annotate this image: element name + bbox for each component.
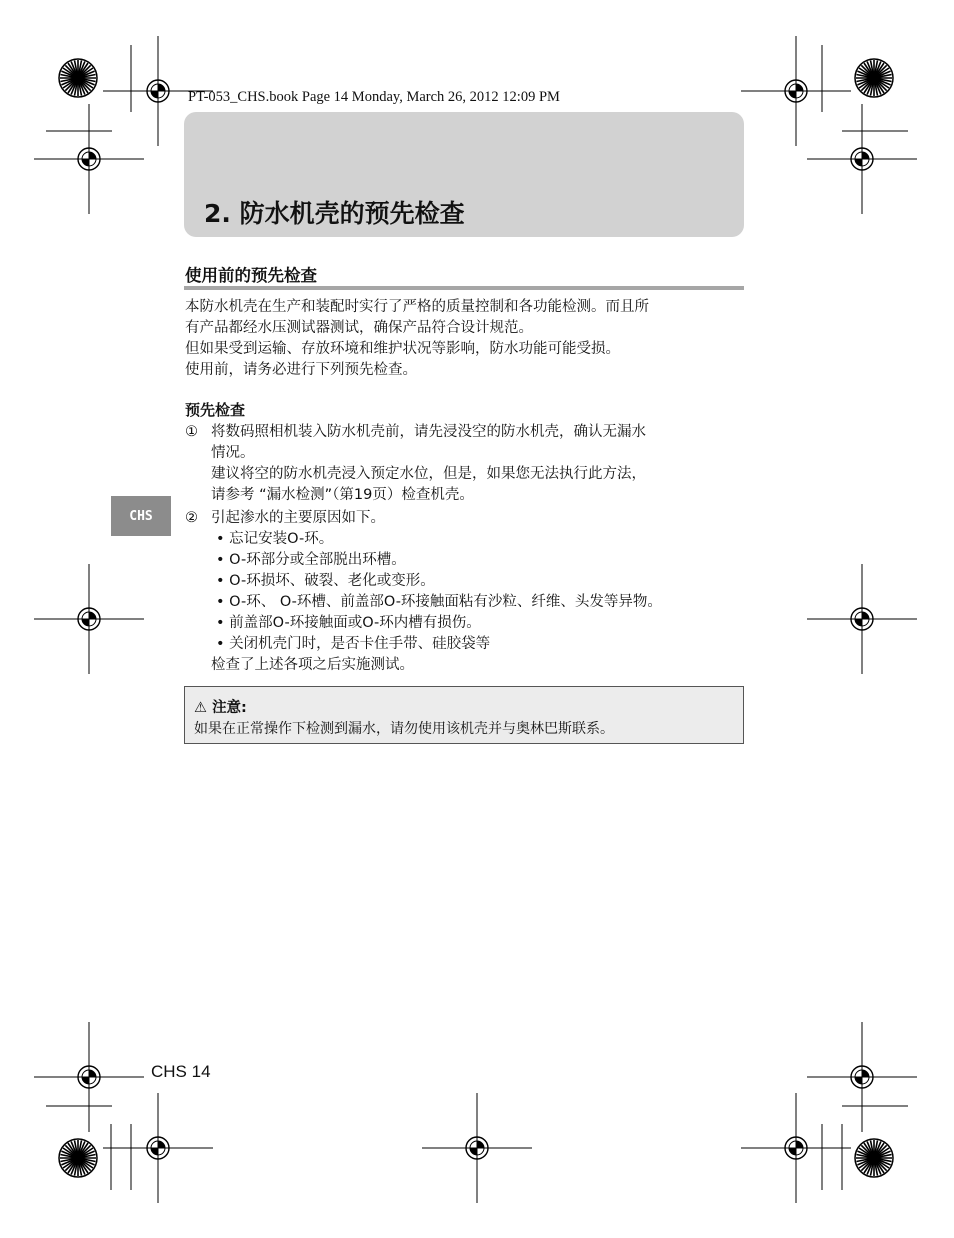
step-2-text: 引起渗水的主要原因如下。	[211, 510, 385, 526]
bullet-icon: •	[216, 615, 225, 631]
step-2-footer: 检查了上述各项之后实施测试。	[211, 657, 414, 673]
list-item: • 前盖部O-环接触面或O-环内槽有损伤。	[216, 615, 481, 631]
bullet-icon: •	[216, 531, 225, 547]
list-item: • O-环、 O-环槽、前盖部O-环接触面粘有沙粒、纤维、头发等异物。	[216, 594, 662, 610]
step-line: 建议将空的防水机壳浸入预定水位，但是，如果您无法执行此方法，	[211, 466, 646, 482]
intro-line: 使用前，请务必进行下列预先检查。	[185, 362, 417, 378]
step-line: 请参考 “漏水检测”（第19页）检查机壳。	[211, 487, 474, 503]
step-1-text	[211, 422, 646, 506]
step-2-marker: ②	[185, 510, 198, 526]
print-header-line: PT-053_CHS.book Page 14 Monday, March 26, 2012 12:09 PM	[188, 89, 560, 105]
language-side-tab: CHS	[111, 496, 171, 536]
bullet-icon: •	[216, 636, 225, 652]
step-1-marker: ①	[185, 424, 198, 440]
bullet-icon: •	[216, 552, 225, 568]
section-title: 使用前的预先检查	[185, 266, 317, 285]
chapter-title: 2. 防水机壳的预先检查	[204, 199, 465, 228]
list-item: • 忘记安装O-环。	[216, 531, 334, 547]
precheck-title: 预先检查	[185, 401, 246, 419]
step-line: 情况。	[211, 445, 255, 461]
intro-paragraph	[185, 297, 649, 381]
list-item: • O-环部分或全部脱出环槽。	[216, 552, 406, 568]
intro-line: 有产品都经水压测试器测试，确保产品符合设计规范。	[185, 320, 533, 336]
caution-text: 如果在正常操作下检测到漏水，请勿使用该机壳并与奥林巴斯联系。	[194, 721, 614, 737]
section-divider	[184, 286, 744, 290]
warning-triangle-icon: ⚠	[194, 700, 207, 716]
intro-line: 本防水机壳在生产和装配时实行了严格的质量控制和各功能检测。而且所	[185, 299, 649, 315]
page-number: CHS 14	[151, 1062, 211, 1081]
step-line: 将数码照相机装入防水机壳前，请先浸没空的防水机壳，确认无漏水	[211, 424, 646, 440]
intro-line: 但如果受到运输、存放环境和维护状况等影响，防水功能可能受损。	[185, 341, 620, 357]
list-item: • O-环损坏、破裂、老化或变形。	[216, 573, 435, 589]
list-item: • 关闭机壳门时，是否卡住手带、硅胶袋等	[216, 636, 491, 652]
caution-box	[184, 686, 744, 744]
caution-title: ⚠ 注意:	[194, 700, 247, 716]
bullet-list	[216, 529, 662, 655]
bullet-icon: •	[216, 594, 225, 610]
bullet-icon: •	[216, 573, 225, 589]
